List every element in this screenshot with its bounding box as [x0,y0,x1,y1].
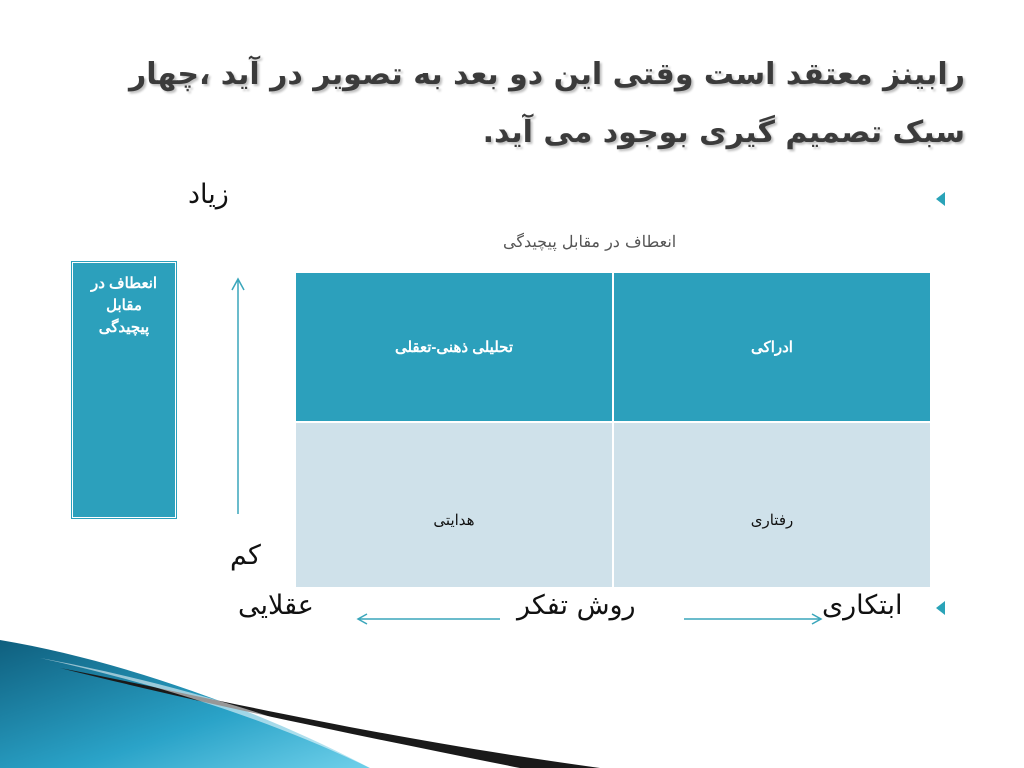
vertical-axis-box: انعطاف در مقابل پیچیدگی [72,262,176,518]
vertical-axis-arrow [228,276,248,516]
cell-directive: هدایتی [295,422,613,588]
decision-style-matrix [294,271,932,589]
cell-analytical: تحلیلی ذهنی-تعقلی [295,272,613,422]
creative-label: ابتکاری [822,590,903,621]
bullet-icon [936,601,945,615]
low-label: کم [230,540,261,571]
slide-title: رابینز معتقد است وقتی این دو بعد به تصویر در آید ،چهار سبک تصمیم گیری بوجود می آید. [128,57,965,150]
thinking-method-label: روش تفکر [517,590,636,621]
decorative-wave [0,640,1024,768]
cell-perceptual: ادراکی [613,272,931,422]
diagram-caption: انعطاف در مقابل پیچیدگی [503,232,677,251]
high-label: زیاد [188,179,229,210]
bullet-icon [936,192,945,206]
rational-label: عقلایی [238,590,314,621]
horizontal-axis-arrows [350,610,830,630]
cell-behavioral: رفتاری [613,422,931,588]
